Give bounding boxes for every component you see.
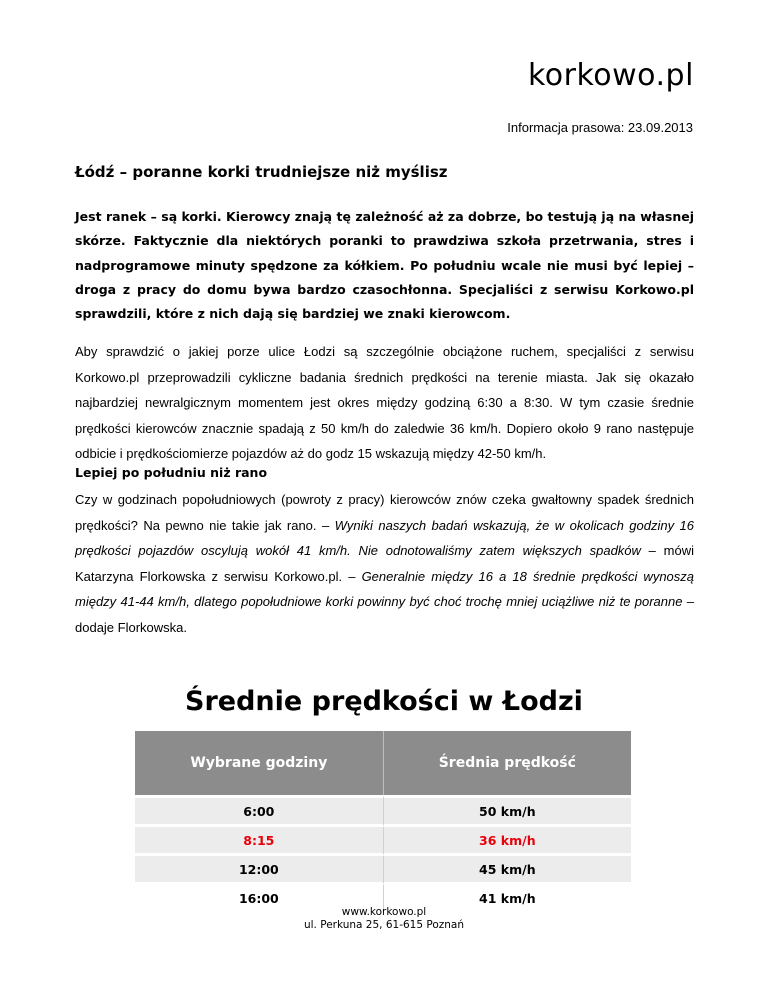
paragraph-2-text: Czy w godzinach popołudniowych (powroty z pracy) kierowców znów czeka gwałtowny spadek średnich prędkości? Na pewno nie takie jak rano. – [75,492,694,533]
speed-cell: 50 km/h [384,795,631,827]
table-row [135,856,631,885]
time-cell: 8:15 [135,827,384,856]
time-cell: 12:00 [135,856,384,885]
press-release-date: Informacja prasowa: 23.09.2013 [507,120,693,135]
table-row [135,827,631,856]
header-average-speed: Średnia prędkość [384,731,631,795]
speed-table [135,731,631,914]
footer-website: www.korkowo.pl [341,906,427,918]
speed-cell: 36 km/h [384,827,631,856]
article-title: Łódź – poranne korki trudniejsze niż myślisz [75,163,448,181]
table-header-row [135,731,631,795]
article-subheading: Lepiej po południu niż rano [75,465,268,480]
quote-2: Generalnie między 16 a 18 średnie prędkości wynoszą między 41-44 km/h, dlatego popołudniowe korki powinny być choć trochę mniej uciążliwe niż te poranne [75,568,695,609]
article-lead: Jest ranek – są korki. Kierowcy znają tę zależność aż za dobrze, bo testują ją na własnej skórze. Faktycznie dla niektórych poranki to prawdziwa szkoła przetrwania, stres i nadprogramowe minuty spędzone za kółkiem. Po południu wcale nie musi być lepiej – droga z pracy do domu bywa bardzo czasochłonna. Specjaliści z serwisu Korkowo.pl sprawdzili, które z nich dają się bardziej we znaki kierowcom. [75,209,694,322]
time-cell: 6:00 [135,795,384,827]
speed-cell: 41 km/h [384,885,631,914]
paragraph-2-text: – mówi Katarzyna Florkowska z serwisu Korkowo.pl. – [75,543,694,584]
table-row [135,795,631,827]
header-selected-hours: Wybrane godziny [135,731,384,795]
paragraph-2-text: – dodaje Florkowska. [75,594,694,635]
speed-cell: 45 km/h [384,856,631,885]
page-footer [0,906,768,932]
korkowo-logo: korkowo.pl [528,58,694,93]
quote-1: Wyniki naszych badań wskazują, że w okolicach godziny 16 prędkości pojazdów oscylują wokół 41 km/h. Nie odnotowaliśmy zatem większych spadków [75,517,694,558]
footer-address: ul. Perkuna 25, 61-615 Poznań [303,919,465,931]
time-cell: 16:00 [135,885,384,914]
article-paragraph-2 [75,487,694,640]
table-title: Średnie prędkości w Łodzi [185,686,583,717]
article-paragraph-1: Aby sprawdzić o jakiej porze ulice Łodzi są szczególnie obciążone ruchem, specjaliści z serwisu Korkowo.pl przeprowadzili cykliczne badania średnich prędkości na terenie miasta. Jak się okazało najbardziej newralgicznym momentem jest okres między godziną 6:30 a 8:30. W tym czasie średnie prędkości kierowców znacznie spadają z 50 km/h do zaledwie 36 km/h. Dopiero około 9 rano następuje odbicie i prędkościomierze pojazdów aż do godz 15 wskazują między 42-50 km/h. [75,344,694,461]
